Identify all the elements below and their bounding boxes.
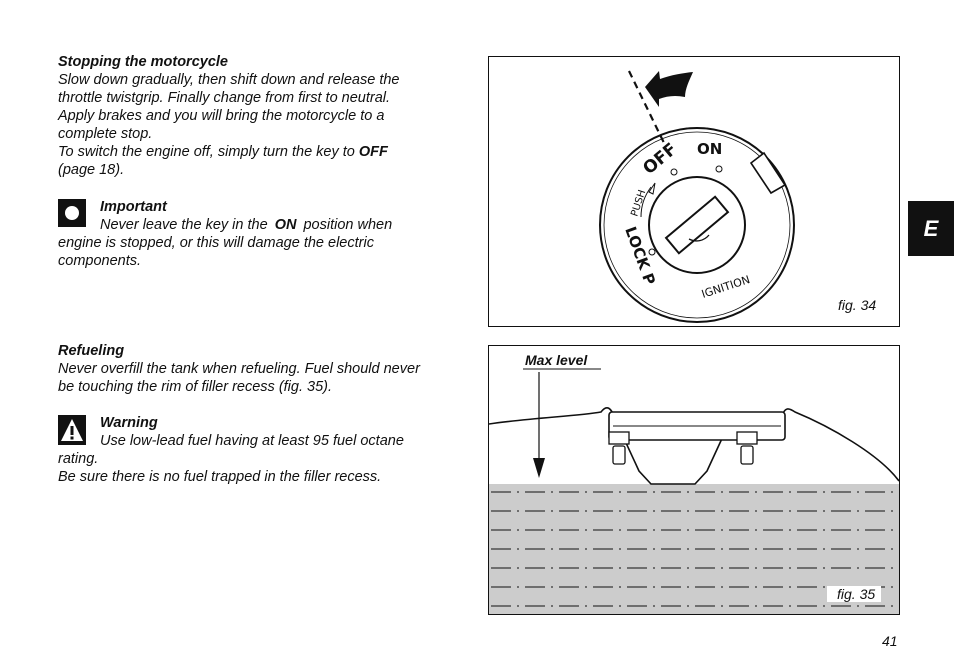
page-number: 41 xyxy=(882,633,898,649)
ignition-switch-illustration xyxy=(489,57,899,326)
off-keyword: OFF xyxy=(358,144,388,160)
refueling-line-1: Never overfill the tank when refueling. Fuel should never xyxy=(58,361,420,377)
turn-arrow-icon xyxy=(645,71,693,107)
warning-heading: Warning xyxy=(100,415,158,431)
important-line-2: engine is stopped, or this will damage the electric xyxy=(58,235,374,251)
stopping-line-3: Apply brakes and you will bring the motorcycle to a xyxy=(58,108,385,124)
important-heading: Important xyxy=(100,199,167,215)
refueling-heading: Refueling xyxy=(58,343,125,359)
important-line-1-post: position when xyxy=(299,217,393,233)
section-tab: E xyxy=(908,201,954,256)
important-line-1 xyxy=(58,216,478,234)
switch-off-page-ref: (page 18). xyxy=(58,162,125,178)
important-section xyxy=(58,198,478,270)
ignition-label: IGNITION xyxy=(699,273,752,301)
warning-line-1: Use low-lead fuel having at least 95 fuel octane xyxy=(100,433,404,449)
refueling-line-2: be touching the rim of filler recess (fig. 35). xyxy=(58,379,333,395)
switch-off-line xyxy=(58,143,478,161)
push-label: PUSH xyxy=(629,188,649,218)
stopping-section xyxy=(58,53,478,179)
on-label: ON xyxy=(697,140,723,158)
lock-label: LOCK P xyxy=(621,224,659,288)
warning-line-3: Be sure there is no fuel trapped in the filler recess. xyxy=(58,469,382,485)
stopping-line-2: throttle twistgrip. Finally change from first to neutral. xyxy=(58,90,391,106)
stopping-line-1: Slow down gradually, then shift down and release the xyxy=(58,72,400,88)
on-keyword: ON xyxy=(274,217,297,233)
refueling-section xyxy=(58,342,478,396)
important-line-1-pre: Never leave the key in the xyxy=(100,217,272,233)
figure-35 xyxy=(488,345,900,615)
stopping-line-4: complete stop. xyxy=(58,126,153,142)
figure-34-caption: fig. 34 xyxy=(838,297,877,313)
warning-line-2: rating. xyxy=(58,451,99,467)
stopping-heading: Stopping the motorcycle xyxy=(58,54,228,70)
warning-section xyxy=(58,414,478,486)
max-level-label: Max level xyxy=(525,352,588,368)
figure-34 xyxy=(488,56,900,327)
important-line-3: components. xyxy=(58,253,142,269)
switch-off-text: To switch the engine off, simply turn the key to xyxy=(58,144,359,160)
figure-35-caption: fig. 35 xyxy=(827,586,881,602)
max-level-arrow-icon xyxy=(533,458,545,478)
fuel-tank-illustration xyxy=(489,346,899,614)
off-label: OFF xyxy=(639,139,682,179)
